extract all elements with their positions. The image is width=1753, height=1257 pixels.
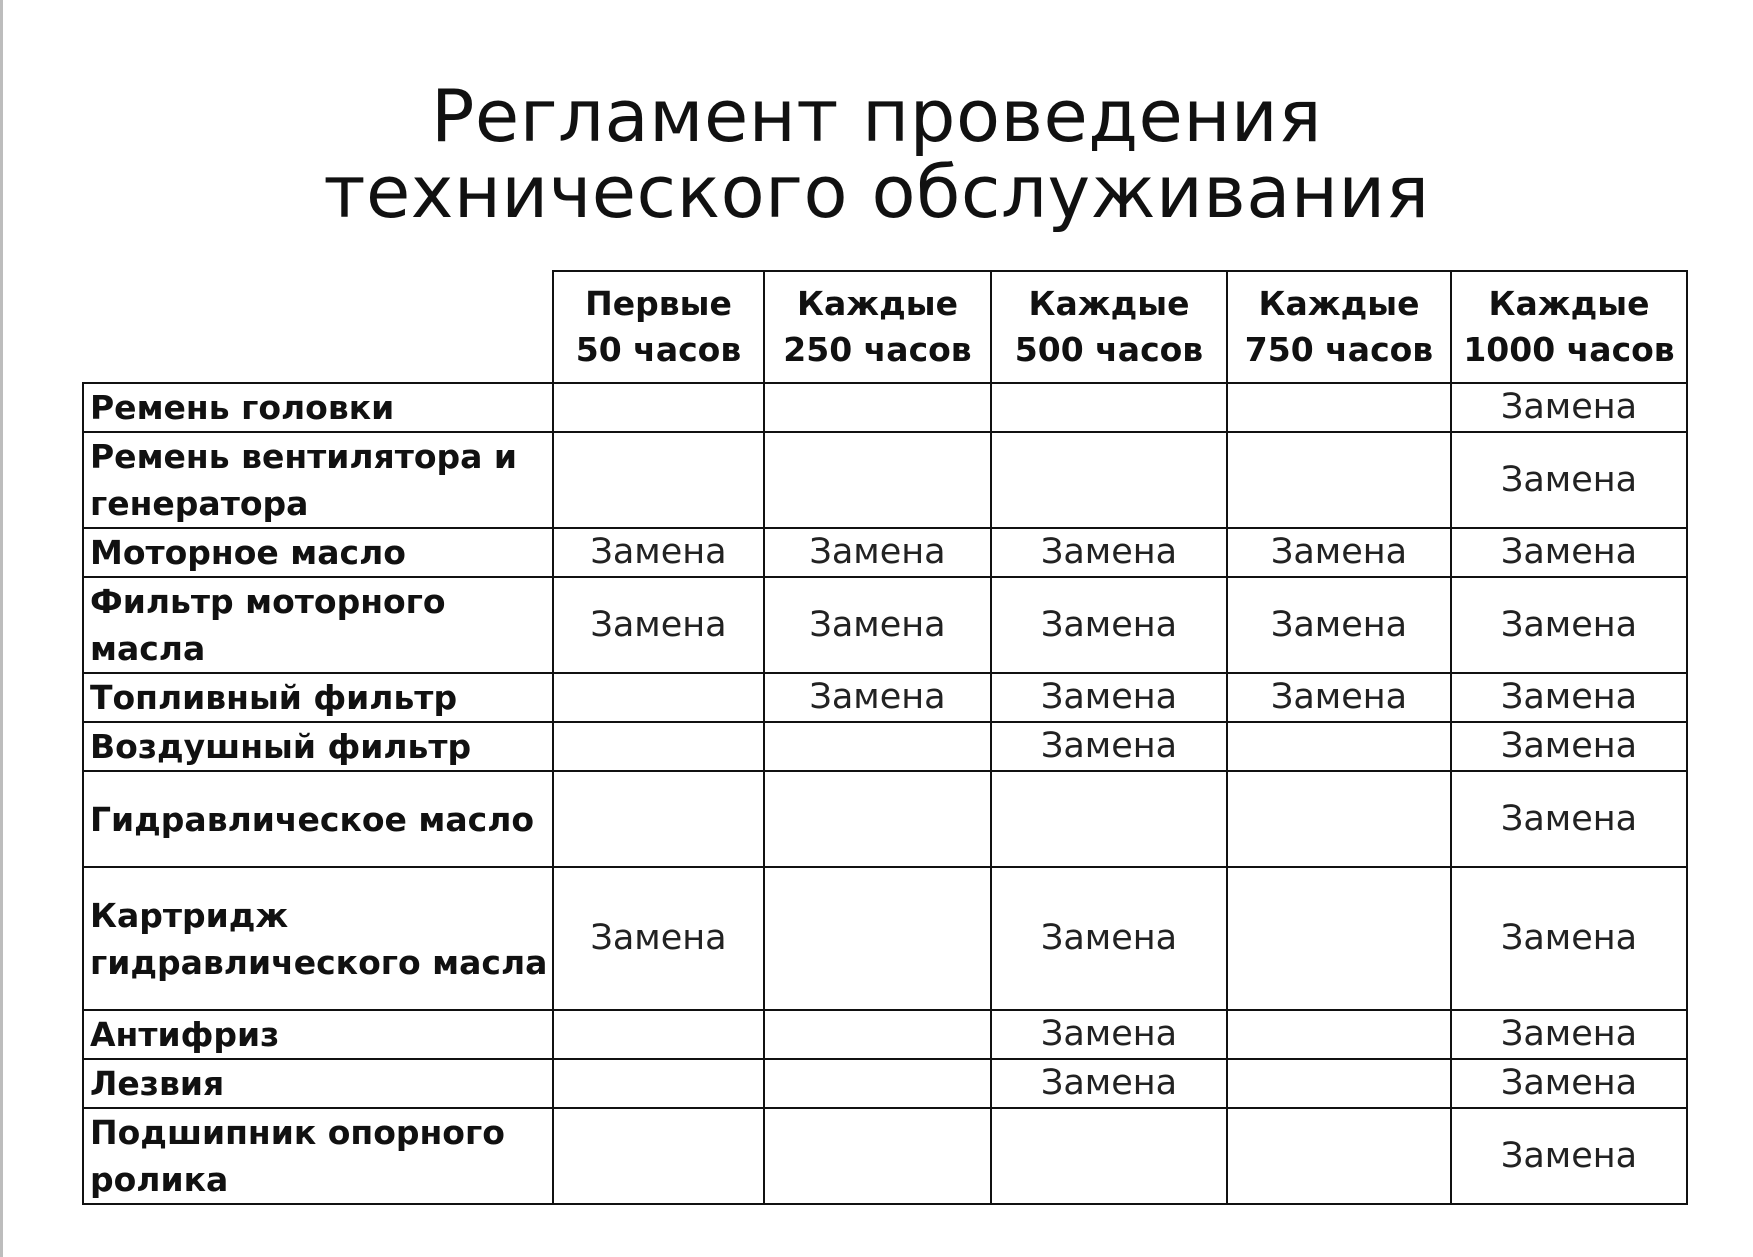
item-name: Антифриз [83, 1010, 553, 1059]
item-name: Ремень головки [83, 383, 553, 432]
table-cell: Замена [764, 528, 991, 577]
table-cell [1227, 1108, 1451, 1204]
table-cell [1227, 722, 1451, 771]
table-row [83, 577, 1687, 673]
item-name: Подшипник опорного ролика [83, 1108, 553, 1204]
column-header-line-2: 50 часов [575, 330, 742, 369]
table-row [83, 673, 1687, 722]
table-cell [991, 383, 1227, 432]
page-title [0, 74, 1753, 235]
table-cell [553, 1010, 764, 1059]
table-cell [553, 383, 764, 432]
page-title-line-1: Регламент проведения [430, 74, 1322, 159]
item-name: Воздушный фильтр [83, 722, 553, 771]
table-cell [764, 383, 991, 432]
table-cell: Замена [1451, 383, 1687, 432]
header-row [83, 271, 1687, 383]
table-cell [991, 432, 1227, 528]
table-cell: Замена [991, 867, 1227, 1010]
table-cell [1227, 432, 1451, 528]
column-header-line-2: 750 часов [1244, 330, 1434, 369]
column-header-every-500-hours [991, 271, 1227, 383]
table-cell [764, 1010, 991, 1059]
table-cell: Замена [991, 722, 1227, 771]
table-cell [553, 771, 764, 867]
table-row [83, 771, 1687, 867]
table-cell [764, 722, 991, 771]
table-cell [1227, 383, 1451, 432]
table-cell: Замена [991, 1010, 1227, 1059]
table-cell [764, 771, 991, 867]
table-cell [991, 1108, 1227, 1204]
table-cell [553, 722, 764, 771]
item-name: Картридж гидравлического масла [83, 867, 553, 1010]
table-cell: Замена [1227, 577, 1451, 673]
table-cell [764, 1108, 991, 1204]
table-row [83, 528, 1687, 577]
table-cell: Замена [1451, 432, 1687, 528]
column-header-every-250-hours [764, 271, 991, 383]
item-name: Лезвия [83, 1059, 553, 1108]
table-cell: Замена [991, 673, 1227, 722]
column-header-line-2: 1000 часов [1463, 330, 1675, 369]
column-header-every-1000-hours [1451, 271, 1687, 383]
column-header-line-1: Каждые [1488, 284, 1650, 323]
table-cell: Замена [991, 577, 1227, 673]
table-cell [553, 1108, 764, 1204]
table-cell: Замена [764, 673, 991, 722]
table-cell: Замена [1451, 722, 1687, 771]
page-title-line-2: технического обслуживания [323, 150, 1430, 235]
table-cell: Замена [1451, 1059, 1687, 1108]
table-cell: Замена [1451, 771, 1687, 867]
table-cell: Замена [764, 577, 991, 673]
table-cell: Замена [553, 528, 764, 577]
header-corner-blank [83, 271, 553, 383]
column-header-line-1: Каждые [797, 284, 958, 323]
column-header-first-50-hours [553, 271, 764, 383]
table-cell: Замена [1227, 528, 1451, 577]
table-cell: Замена [1451, 577, 1687, 673]
table-cell: Замена [553, 577, 764, 673]
table-row [83, 1108, 1687, 1204]
table-row [83, 1010, 1687, 1059]
item-name: Гидравлическое масло [83, 771, 553, 867]
table-row [83, 432, 1687, 528]
table-row [83, 383, 1687, 432]
table-cell: Замена [1451, 867, 1687, 1010]
table-cell [553, 432, 764, 528]
column-header-line-1: Каждые [1258, 284, 1420, 323]
table-cell [991, 771, 1227, 867]
item-name: Моторное масло [83, 528, 553, 577]
table-cell: Замена [553, 867, 764, 1010]
column-header-line-1: Первые [585, 284, 732, 323]
table-cell [764, 867, 991, 1010]
table-cell [764, 432, 991, 528]
column-header-line-2: 250 часов [783, 330, 972, 369]
table-row [83, 1059, 1687, 1108]
table-cell [1227, 1059, 1451, 1108]
table-cell: Замена [1451, 1010, 1687, 1059]
table-cell [764, 1059, 991, 1108]
column-header-line-1: Каждые [1028, 284, 1190, 323]
table-cell: Замена [1451, 1108, 1687, 1204]
item-name: Топливный фильтр [83, 673, 553, 722]
table-row [83, 722, 1687, 771]
item-name: Фильтр моторного масла [83, 577, 553, 673]
column-header-line-2: 500 часов [1014, 330, 1204, 369]
table-cell [1227, 771, 1451, 867]
table-cell [553, 1059, 764, 1108]
item-name: Ремень вентилятора и генератора [83, 432, 553, 528]
table-cell [1227, 867, 1451, 1010]
table-cell [1227, 1010, 1451, 1059]
column-header-every-750-hours [1227, 271, 1451, 383]
table-row [83, 867, 1687, 1010]
table-cell [553, 673, 764, 722]
table-cell: Замена [1451, 528, 1687, 577]
table-cell: Замена [1451, 673, 1687, 722]
maintenance-schedule-table [82, 270, 1688, 1205]
table-cell: Замена [991, 1059, 1227, 1108]
table-cell: Замена [991, 528, 1227, 577]
table-cell: Замена [1227, 673, 1451, 722]
